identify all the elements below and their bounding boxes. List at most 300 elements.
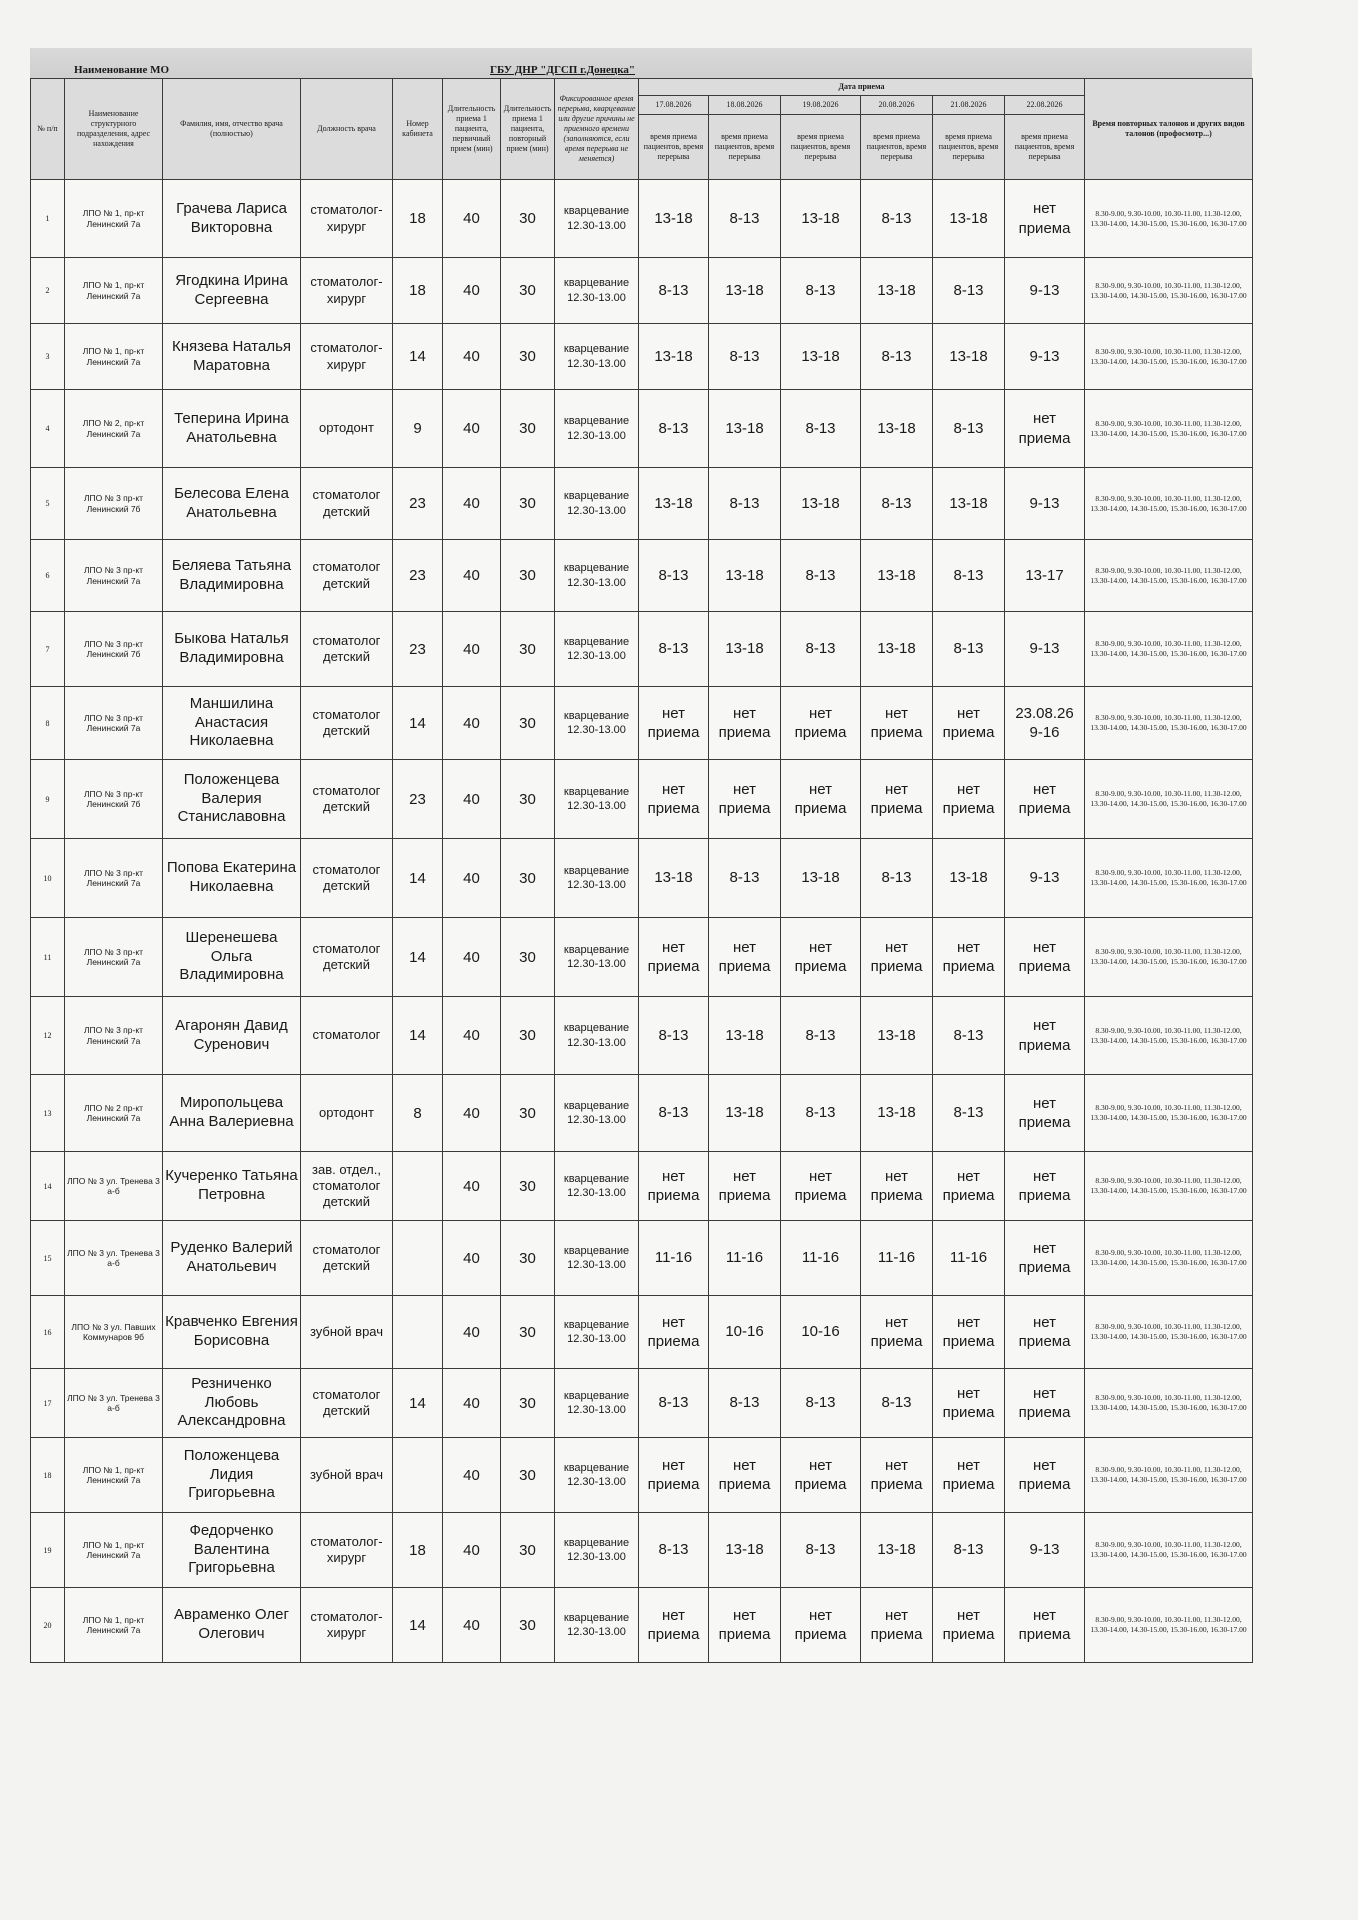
doctor-name-cell: Федорченко Валентина Григорьевна — [163, 1513, 301, 1588]
department-cell: ЛПО № 3 ул. Тренева 3 а-б — [65, 1221, 163, 1296]
department-cell: ЛПО № 1, пр-кт Ленинский 7а — [65, 180, 163, 258]
duration-repeat-cell: 30 — [501, 390, 555, 468]
cabinet-cell: 23 — [393, 760, 443, 839]
day-schedule-cell: 13-18 — [709, 997, 781, 1075]
break-cell: кварцевание 12.30-13.00 — [555, 612, 639, 687]
department-cell: ЛПО № 3 пр-кт Ленинский 7а — [65, 540, 163, 612]
break-cell: кварцевание 12.30-13.00 — [555, 1152, 639, 1221]
cabinet-cell — [393, 1221, 443, 1296]
col-cabinet-header: Номер кабинета — [393, 79, 443, 180]
doctor-name-cell: Белесова Елена Анатольевна — [163, 468, 301, 540]
break-cell: кварцевание 12.30-13.00 — [555, 390, 639, 468]
department-cell: ЛПО № 3 пр-кт Ленинский 7а — [65, 839, 163, 918]
day-schedule-cell: 8-13 — [639, 997, 709, 1075]
doctor-name-cell: Шеренешева Ольга Владимировна — [163, 918, 301, 997]
cabinet-cell — [393, 1296, 443, 1369]
duration-first-cell: 40 — [443, 258, 501, 324]
position-cell: стоматолог-хирург — [301, 324, 393, 390]
department-cell: ЛПО № 3 пр-кт Ленинский 7б — [65, 760, 163, 839]
day-schedule-cell: 8-13 — [781, 258, 861, 324]
duration-repeat-cell: 30 — [501, 1438, 555, 1513]
repeat-times-cell: 8.30-9.00, 9.30-10.00, 10.30-11.00, 11.30-12.00, 13.30-14.00, 14.30-15.00, 15.30-16.00, 16.30-17.00 — [1085, 1588, 1253, 1663]
break-cell: кварцевание 12.30-13.00 — [555, 1296, 639, 1369]
duration-first-cell: 40 — [443, 918, 501, 997]
day-schedule-cell: 13-18 — [709, 390, 781, 468]
day-schedule-cell: 8-13 — [781, 1075, 861, 1152]
duration-repeat-cell: 30 — [501, 612, 555, 687]
cabinet-cell: 14 — [393, 918, 443, 997]
day-schedule-cell: нет приема — [639, 687, 709, 760]
day-schedule-cell: нет приема — [861, 687, 933, 760]
duration-first-cell: 40 — [443, 1369, 501, 1438]
row-number: 6 — [31, 540, 65, 612]
duration-repeat-cell: 30 — [501, 1296, 555, 1369]
row-number: 17 — [31, 1369, 65, 1438]
day-schedule-cell: 13-18 — [933, 180, 1005, 258]
day-schedule-cell: нет приема — [1005, 1369, 1085, 1438]
duration-first-cell: 40 — [443, 997, 501, 1075]
day-schedule-cell: 10-16 — [781, 1296, 861, 1369]
row-number: 9 — [31, 760, 65, 839]
day-schedule-cell: 8-13 — [639, 390, 709, 468]
break-cell: кварцевание 12.30-13.00 — [555, 1075, 639, 1152]
col-position-header: Должность врача — [301, 79, 393, 180]
col-date-sub-header: время приема пациентов, время перерыва — [709, 115, 781, 180]
doctor-name-cell: Кучеренко Татьяна Петровна — [163, 1152, 301, 1221]
repeat-times-cell: 8.30-9.00, 9.30-10.00, 10.30-11.00, 11.30-12.00, 13.30-14.00, 14.30-15.00, 15.30-16.00, 16.30-17.00 — [1085, 918, 1253, 997]
table-row — [31, 687, 1253, 760]
position-cell: стоматолог детский — [301, 687, 393, 760]
position-cell: стоматолог детский — [301, 839, 393, 918]
duration-repeat-cell: 30 — [501, 760, 555, 839]
duration-first-cell: 40 — [443, 1588, 501, 1663]
duration-first-cell: 40 — [443, 324, 501, 390]
table-row — [31, 1075, 1253, 1152]
repeat-times-cell: 8.30-9.00, 9.30-10.00, 10.30-11.00, 11.30-12.00, 13.30-14.00, 14.30-15.00, 15.30-16.00, 16.30-17.00 — [1085, 540, 1253, 612]
day-schedule-cell: нет приема — [709, 760, 781, 839]
position-cell: стоматолог детский — [301, 468, 393, 540]
cabinet-cell: 9 — [393, 390, 443, 468]
day-schedule-cell: 9-13 — [1005, 612, 1085, 687]
day-schedule-cell: 9-13 — [1005, 1513, 1085, 1588]
day-schedule-cell: нет приема — [639, 760, 709, 839]
break-cell: кварцевание 12.30-13.00 — [555, 839, 639, 918]
duration-repeat-cell: 30 — [501, 1075, 555, 1152]
doctor-name-cell: Резниченко Любовь Александровна — [163, 1369, 301, 1438]
day-schedule-cell: 8-13 — [709, 324, 781, 390]
table-row — [31, 760, 1253, 839]
day-schedule-cell: 13-18 — [861, 390, 933, 468]
day-schedule-cell: нет приема — [933, 1438, 1005, 1513]
day-schedule-cell: 8-13 — [861, 839, 933, 918]
doctor-name-cell: Кравченко Евгения Борисовна — [163, 1296, 301, 1369]
cabinet-cell: 14 — [393, 1369, 443, 1438]
position-cell: ортодонт — [301, 1075, 393, 1152]
cabinet-cell: 23 — [393, 540, 443, 612]
table-row — [31, 612, 1253, 687]
break-cell: кварцевание 12.30-13.00 — [555, 540, 639, 612]
department-cell: ЛПО № 3 ул. Павших Коммунаров 9б — [65, 1296, 163, 1369]
cabinet-cell — [393, 1152, 443, 1221]
doctor-name-cell: Положенцева Валерия Станиславовна — [163, 760, 301, 839]
day-schedule-cell: нет приема — [1005, 1221, 1085, 1296]
day-schedule-cell: 11-16 — [933, 1221, 1005, 1296]
table-row — [31, 390, 1253, 468]
day-schedule-cell: нет приема — [709, 1152, 781, 1221]
day-schedule-cell: нет приема — [781, 1588, 861, 1663]
col-date-header: 21.08.2026 — [933, 96, 1005, 115]
position-cell: стоматолог детский — [301, 540, 393, 612]
mo-label: Наименование МО — [74, 64, 170, 76]
repeat-times-cell: 8.30-9.00, 9.30-10.00, 10.30-11.00, 11.30-12.00, 13.30-14.00, 14.30-15.00, 15.30-16.00, 16.30-17.00 — [1085, 390, 1253, 468]
cabinet-cell: 14 — [393, 324, 443, 390]
duration-first-cell: 40 — [443, 180, 501, 258]
doctor-name-cell: Князева Наталья Маратовна — [163, 324, 301, 390]
position-cell: стоматолог — [301, 997, 393, 1075]
day-schedule-cell: нет приема — [639, 1296, 709, 1369]
day-schedule-cell: 8-13 — [861, 1369, 933, 1438]
doctor-name-cell: Теперина Ирина Анатольевна — [163, 390, 301, 468]
duration-repeat-cell: 30 — [501, 1369, 555, 1438]
duration-first-cell: 40 — [443, 1221, 501, 1296]
col-date-sub-header: время приема пациентов, время перерыва — [781, 115, 861, 180]
repeat-times-cell: 8.30-9.00, 9.30-10.00, 10.30-11.00, 11.30-12.00, 13.30-14.00, 14.30-15.00, 15.30-16.00, 16.30-17.00 — [1085, 1513, 1253, 1588]
duration-repeat-cell: 30 — [501, 258, 555, 324]
repeat-times-cell: 8.30-9.00, 9.30-10.00, 10.30-11.00, 11.30-12.00, 13.30-14.00, 14.30-15.00, 15.30-16.00, 16.30-17.00 — [1085, 687, 1253, 760]
day-schedule-cell: нет приема — [781, 760, 861, 839]
department-cell: ЛПО № 1, пр-кт Ленинский 7а — [65, 1438, 163, 1513]
repeat-times-cell: 8.30-9.00, 9.30-10.00, 10.30-11.00, 11.30-12.00, 13.30-14.00, 14.30-15.00, 15.30-16.00, 16.30-17.00 — [1085, 180, 1253, 258]
department-cell: ЛПО № 2, пр-кт Ленинский 7а — [65, 390, 163, 468]
cabinet-cell: 14 — [393, 839, 443, 918]
department-cell: ЛПО № 1, пр-кт Ленинский 7а — [65, 324, 163, 390]
table-row — [31, 1369, 1253, 1438]
day-schedule-cell: 8-13 — [933, 1513, 1005, 1588]
duration-repeat-cell: 30 — [501, 997, 555, 1075]
day-schedule-cell: 8-13 — [781, 540, 861, 612]
day-schedule-cell: 9-13 — [1005, 468, 1085, 540]
day-schedule-cell: 13-18 — [861, 1513, 933, 1588]
cabinet-cell: 18 — [393, 1513, 443, 1588]
day-schedule-cell: 8-13 — [781, 997, 861, 1075]
break-cell: кварцевание 12.30-13.00 — [555, 997, 639, 1075]
duration-repeat-cell: 30 — [501, 687, 555, 760]
day-schedule-cell: 8-13 — [709, 468, 781, 540]
col-date-sub-header: время приема пациентов, время перерыва — [933, 115, 1005, 180]
day-schedule-cell: 8-13 — [639, 1075, 709, 1152]
row-number: 4 — [31, 390, 65, 468]
day-schedule-cell: нет приема — [1005, 1438, 1085, 1513]
day-schedule-cell: нет приема — [709, 1438, 781, 1513]
day-schedule-cell: 13-18 — [781, 839, 861, 918]
position-cell: стоматолог детский — [301, 1369, 393, 1438]
doctor-name-cell: Агаронян Давид Суренович — [163, 997, 301, 1075]
day-schedule-cell: нет приема — [709, 1588, 781, 1663]
duration-repeat-cell: 30 — [501, 918, 555, 997]
row-number: 12 — [31, 997, 65, 1075]
department-cell: ЛПО № 2 пр-кт Ленинский 7а — [65, 1075, 163, 1152]
row-number: 11 — [31, 918, 65, 997]
day-schedule-cell: 13-18 — [861, 612, 933, 687]
row-number: 15 — [31, 1221, 65, 1296]
repeat-times-cell: 8.30-9.00, 9.30-10.00, 10.30-11.00, 11.30-12.00, 13.30-14.00, 14.30-15.00, 15.30-16.00, 16.30-17.00 — [1085, 258, 1253, 324]
day-schedule-cell: 13-18 — [781, 180, 861, 258]
day-schedule-cell: нет приема — [861, 918, 933, 997]
day-schedule-cell: нет приема — [639, 1438, 709, 1513]
day-schedule-cell: 13-18 — [709, 540, 781, 612]
day-schedule-cell: нет приема — [709, 918, 781, 997]
duration-first-cell: 40 — [443, 1513, 501, 1588]
day-schedule-cell: нет приема — [933, 1152, 1005, 1221]
row-number: 18 — [31, 1438, 65, 1513]
day-schedule-cell: 8-13 — [781, 1513, 861, 1588]
day-schedule-cell: 23.08.26 9-16 — [1005, 687, 1085, 760]
day-schedule-cell: 13-18 — [861, 258, 933, 324]
day-schedule-cell: 13-18 — [861, 997, 933, 1075]
break-cell: кварцевание 12.30-13.00 — [555, 1221, 639, 1296]
col-repeat-header: Время повторных талонов и других видов талонов (профосмотр...) — [1085, 79, 1253, 180]
day-schedule-cell: нет приема — [639, 1152, 709, 1221]
department-cell: ЛПО № 1, пр-кт Ленинский 7а — [65, 1513, 163, 1588]
header-bar — [30, 48, 1252, 78]
break-cell: кварцевание 12.30-13.00 — [555, 1588, 639, 1663]
day-schedule-cell: 8-13 — [861, 180, 933, 258]
day-schedule-cell: нет приема — [933, 687, 1005, 760]
day-schedule-cell: 8-13 — [709, 180, 781, 258]
duration-first-cell: 40 — [443, 468, 501, 540]
col-num-header: № п/п — [31, 79, 65, 180]
day-schedule-cell: 8-13 — [933, 540, 1005, 612]
col-date-header: 20.08.2026 — [861, 96, 933, 115]
day-schedule-cell: 8-13 — [639, 612, 709, 687]
row-number: 10 — [31, 839, 65, 918]
col-name-header: Фамилия, имя, отчество врача (полностью) — [163, 79, 301, 180]
table-row — [31, 1152, 1253, 1221]
day-schedule-cell: 13-18 — [781, 468, 861, 540]
day-schedule-cell: 13-18 — [933, 468, 1005, 540]
day-schedule-cell: 13-18 — [639, 839, 709, 918]
day-schedule-cell: 13-18 — [709, 258, 781, 324]
row-number: 5 — [31, 468, 65, 540]
repeat-times-cell: 8.30-9.00, 9.30-10.00, 10.30-11.00, 11.30-12.00, 13.30-14.00, 14.30-15.00, 15.30-16.00, 16.30-17.00 — [1085, 324, 1253, 390]
position-cell: ортодонт — [301, 390, 393, 468]
cabinet-cell: 14 — [393, 997, 443, 1075]
day-schedule-cell: 13-18 — [639, 180, 709, 258]
row-number: 3 — [31, 324, 65, 390]
row-number: 20 — [31, 1588, 65, 1663]
table-row — [31, 324, 1253, 390]
col-date-header: 18.08.2026 — [709, 96, 781, 115]
duration-first-cell: 40 — [443, 1438, 501, 1513]
col-dur-first-header: Длительность приема 1 пациента, первичный прием (мин) — [443, 79, 501, 180]
day-schedule-cell: нет приема — [1005, 1152, 1085, 1221]
duration-repeat-cell: 30 — [501, 1152, 555, 1221]
table-body — [31, 180, 1253, 1663]
table-row — [31, 1588, 1253, 1663]
cabinet-cell: 23 — [393, 468, 443, 540]
break-cell: кварцевание 12.30-13.00 — [555, 180, 639, 258]
day-schedule-cell: нет приема — [1005, 1075, 1085, 1152]
duration-first-cell: 40 — [443, 1075, 501, 1152]
repeat-times-cell: 8.30-9.00, 9.30-10.00, 10.30-11.00, 11.30-12.00, 13.30-14.00, 14.30-15.00, 15.30-16.00, 16.30-17.00 — [1085, 1152, 1253, 1221]
position-cell: стоматолог детский — [301, 612, 393, 687]
row-number: 7 — [31, 612, 65, 687]
cabinet-cell: 18 — [393, 258, 443, 324]
position-cell: стоматолог-хирург — [301, 1513, 393, 1588]
day-schedule-cell: нет приема — [781, 918, 861, 997]
duration-repeat-cell: 30 — [501, 839, 555, 918]
day-schedule-cell: 8-13 — [933, 390, 1005, 468]
day-schedule-cell: нет приема — [1005, 1588, 1085, 1663]
table-header — [31, 79, 1253, 180]
day-schedule-cell: 8-13 — [781, 612, 861, 687]
break-cell: кварцевание 12.30-13.00 — [555, 468, 639, 540]
day-schedule-cell: 8-13 — [709, 1369, 781, 1438]
col-date-sub-header: время приема пациентов, время перерыва — [1005, 115, 1085, 180]
day-schedule-cell: 8-13 — [639, 1513, 709, 1588]
day-schedule-cell: нет приема — [1005, 180, 1085, 258]
doctor-name-cell: Миропольцева Анна Валериевна — [163, 1075, 301, 1152]
duration-first-cell: 40 — [443, 540, 501, 612]
day-schedule-cell: нет приема — [1005, 1296, 1085, 1369]
doctor-name-cell: Грачева Лариса Викторовна — [163, 180, 301, 258]
repeat-times-cell: 8.30-9.00, 9.30-10.00, 10.30-11.00, 11.30-12.00, 13.30-14.00, 14.30-15.00, 15.30-16.00, 16.30-17.00 — [1085, 1369, 1253, 1438]
day-schedule-cell: нет приема — [933, 918, 1005, 997]
doctor-name-cell: Маншилина Анастасия Николаевна — [163, 687, 301, 760]
duration-first-cell: 40 — [443, 1152, 501, 1221]
duration-repeat-cell: 30 — [501, 324, 555, 390]
day-schedule-cell: нет приема — [781, 1438, 861, 1513]
day-schedule-cell: 9-13 — [1005, 258, 1085, 324]
table-row — [31, 540, 1253, 612]
repeat-times-cell: 8.30-9.00, 9.30-10.00, 10.30-11.00, 11.30-12.00, 13.30-14.00, 14.30-15.00, 15.30-16.00, 16.30-17.00 — [1085, 760, 1253, 839]
department-cell: ЛПО № 3 пр-кт Ленинский 7б — [65, 468, 163, 540]
department-cell: ЛПО № 3 пр-кт Ленинский 7б — [65, 612, 163, 687]
day-schedule-cell: нет приема — [933, 1588, 1005, 1663]
col-date-header: 22.08.2026 — [1005, 96, 1085, 115]
day-schedule-cell: 13-18 — [933, 324, 1005, 390]
table-row — [31, 180, 1253, 258]
position-cell: стоматолог детский — [301, 918, 393, 997]
duration-repeat-cell: 30 — [501, 540, 555, 612]
col-date-header: 19.08.2026 — [781, 96, 861, 115]
day-schedule-cell: 8-13 — [933, 258, 1005, 324]
table-row — [31, 1296, 1253, 1369]
day-schedule-cell: 8-13 — [781, 390, 861, 468]
day-schedule-cell: нет приема — [781, 1152, 861, 1221]
day-schedule-cell: 8-13 — [861, 468, 933, 540]
day-schedule-cell: 8-13 — [933, 1075, 1005, 1152]
day-schedule-cell: нет приема — [861, 760, 933, 839]
duration-first-cell: 40 — [443, 760, 501, 839]
break-cell: кварцевание 12.30-13.00 — [555, 258, 639, 324]
table-row — [31, 1221, 1253, 1296]
day-schedule-cell: 13-18 — [861, 1075, 933, 1152]
break-cell: кварцевание 12.30-13.00 — [555, 1513, 639, 1588]
cabinet-cell: 18 — [393, 180, 443, 258]
day-schedule-cell: нет приема — [639, 918, 709, 997]
position-cell: зубной врач — [301, 1438, 393, 1513]
col-date-sub-header: время приема пациентов, время перерыва — [639, 115, 709, 180]
schedule-table — [30, 78, 1253, 1663]
day-schedule-cell: 11-16 — [781, 1221, 861, 1296]
position-cell: стоматолог-хирург — [301, 258, 393, 324]
duration-first-cell: 40 — [443, 1296, 501, 1369]
position-cell: зав. отдел., стоматолог детский — [301, 1152, 393, 1221]
day-schedule-cell: нет приема — [709, 687, 781, 760]
table-row — [31, 258, 1253, 324]
duration-first-cell: 40 — [443, 612, 501, 687]
duration-first-cell: 40 — [443, 687, 501, 760]
day-schedule-cell: 11-16 — [639, 1221, 709, 1296]
col-dept-header: Наименование структурного подразделения, адрес нахождения — [65, 79, 163, 180]
cabinet-cell — [393, 1438, 443, 1513]
repeat-times-cell: 8.30-9.00, 9.30-10.00, 10.30-11.00, 11.30-12.00, 13.30-14.00, 14.30-15.00, 15.30-16.00, 16.30-17.00 — [1085, 997, 1253, 1075]
row-number: 13 — [31, 1075, 65, 1152]
position-cell: зубной врач — [301, 1296, 393, 1369]
cabinet-cell: 14 — [393, 687, 443, 760]
col-break-header: Фиксированное время перерыва, кварцевание или другие причины не приемного времени (заполняются, если время перерыва не меняется) — [555, 79, 639, 180]
position-cell: стоматолог-хирург — [301, 1588, 393, 1663]
cabinet-cell: 23 — [393, 612, 443, 687]
department-cell: ЛПО № 3 пр-кт Ленинский 7а — [65, 687, 163, 760]
repeat-times-cell: 8.30-9.00, 9.30-10.00, 10.30-11.00, 11.30-12.00, 13.30-14.00, 14.30-15.00, 15.30-16.00, 16.30-17.00 — [1085, 612, 1253, 687]
department-cell: ЛПО № 1, пр-кт Ленинский 7а — [65, 1588, 163, 1663]
day-schedule-cell: нет приема — [861, 1152, 933, 1221]
repeat-times-cell: 8.30-9.00, 9.30-10.00, 10.30-11.00, 11.30-12.00, 13.30-14.00, 14.30-15.00, 15.30-16.00, 16.30-17.00 — [1085, 1438, 1253, 1513]
day-schedule-cell: нет приема — [639, 1588, 709, 1663]
day-schedule-cell: 8-13 — [933, 612, 1005, 687]
department-cell: ЛПО № 3 ул. Тренева 3 а-б — [65, 1152, 163, 1221]
day-schedule-cell: нет приема — [933, 1369, 1005, 1438]
day-schedule-cell: нет приема — [781, 687, 861, 760]
doctor-name-cell: Попова Екатерина Николаевна — [163, 839, 301, 918]
department-cell: ЛПО № 3 ул. Тренева 3 а-б — [65, 1369, 163, 1438]
schedule-sheet — [30, 48, 1252, 1663]
doctor-name-cell: Быкова Наталья Владимировна — [163, 612, 301, 687]
repeat-times-cell: 8.30-9.00, 9.30-10.00, 10.30-11.00, 11.30-12.00, 13.30-14.00, 14.30-15.00, 15.30-16.00, 16.30-17.00 — [1085, 468, 1253, 540]
table-row — [31, 918, 1253, 997]
row-number: 14 — [31, 1152, 65, 1221]
department-cell: ЛПО № 3 пр-кт Ленинский 7а — [65, 918, 163, 997]
day-schedule-cell: 8-13 — [781, 1369, 861, 1438]
row-number: 8 — [31, 687, 65, 760]
doctor-name-cell: Авраменко Олег Олегович — [163, 1588, 301, 1663]
day-schedule-cell: нет приема — [1005, 918, 1085, 997]
repeat-times-cell: 8.30-9.00, 9.30-10.00, 10.30-11.00, 11.30-12.00, 13.30-14.00, 14.30-15.00, 15.30-16.00, 16.30-17.00 — [1085, 839, 1253, 918]
table-row — [31, 1513, 1253, 1588]
row-number: 1 — [31, 180, 65, 258]
day-schedule-cell: 8-13 — [639, 258, 709, 324]
table-row — [31, 839, 1253, 918]
day-schedule-cell: 13-18 — [709, 1513, 781, 1588]
duration-first-cell: 40 — [443, 839, 501, 918]
day-schedule-cell: нет приема — [933, 760, 1005, 839]
break-cell: кварцевание 12.30-13.00 — [555, 1369, 639, 1438]
day-schedule-cell: нет приема — [1005, 997, 1085, 1075]
col-dur-repeat-header: Длительность приема 1 пациента, повторный прием (мин) — [501, 79, 555, 180]
cabinet-cell: 14 — [393, 1588, 443, 1663]
day-schedule-cell: 10-16 — [709, 1296, 781, 1369]
day-schedule-cell: нет приема — [861, 1588, 933, 1663]
doctor-name-cell: Ягодкина Ирина Сергеевна — [163, 258, 301, 324]
day-schedule-cell: 8-13 — [709, 839, 781, 918]
day-schedule-cell: 8-13 — [639, 1369, 709, 1438]
day-schedule-cell: нет приема — [861, 1296, 933, 1369]
day-schedule-cell: 13-18 — [861, 540, 933, 612]
duration-repeat-cell: 30 — [501, 180, 555, 258]
duration-first-cell: 40 — [443, 390, 501, 468]
